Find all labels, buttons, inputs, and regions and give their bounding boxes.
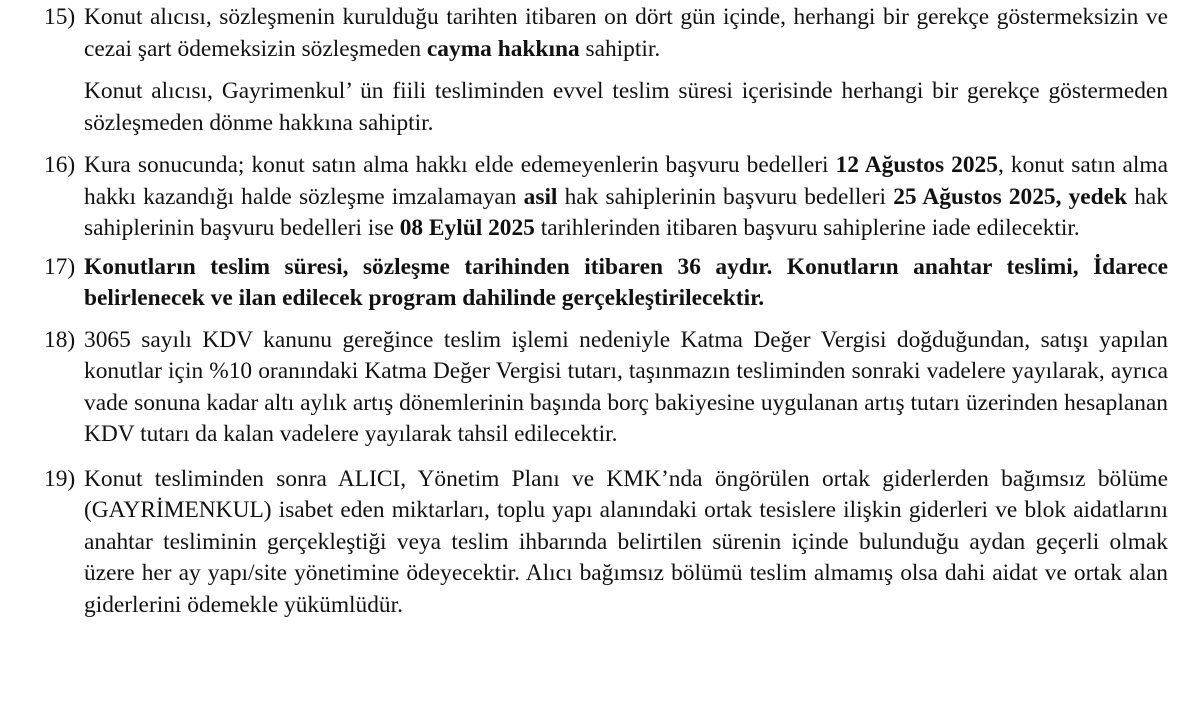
bold-text-run: 25 Ağustos 2025, yedek: [893, 183, 1128, 210]
bold-text-run: 12 Ağustos 2025: [835, 152, 998, 178]
text-run: Konut alıcısı, sözleşmenin kurulduğu tarihten itibaren on dört gün içinde, herhangi bir gerekçe göstermeksizin ve cezai şart ödemeksizin sözleşmeden: [84, 4, 1168, 62]
clause-paragraph: Konut tesliminden sonra ALICI, Yönetim Planı ve KMK’nda öngörülen ortak giderlerden bağımsız bölüme (GAYRİMENKUL) isabet eden miktarları, toplu yapı alanındaki ortak tesislere ilişkin giderleri ve blok aidatlarını anahtar tesliminin gerçekleştiği veya teslim ihbarında belirtilen sürenin içinde bulunduğu aydan geçerli olmak üzere her ay yapı/site yönetimine ödeyecektir. Alıcı bağımsız bölümü teslim almamış olsa dahi aidat ve ortak alan giderlerini ödemekle yükümlüdür.: [84, 465, 1168, 618]
clause-18: [44, 325, 1168, 451]
clause-19: [44, 464, 1168, 622]
clause-paragraph: Konut alıcısı, Gayrimenkul’ ün fiili tesliminden evvel teslim süresi içerisinde herhangi bir gerekçe göstermeden sözleşmeden dönme hakkına sahiptir.: [84, 78, 1168, 136]
clause-paragraph: 3065 sayılı KDV kanunu gereğince teslim işlemi nedeniyle Katma Değer Vergisi doğduğundan, satışı yapılan konutlar için %10 oranındaki Katma Değer Vergisi tutarı, taşınmazın tesliminden sonraki vadelere yayılarak, ayrıca vade sonuna kadar altı aylık artış dönemlerinin başında borç bakiyesine uygulanan artış tutarı üzerinden hesaplanan KDV tutarı da kalan vadelere yayılarak tahsil edilecektir.: [84, 326, 1168, 447]
text-run: hak sahiplerinin başvuru bedelleri: [557, 183, 894, 210]
clause-body: [84, 2, 1168, 139]
clause-number: 15): [44, 4, 76, 30]
clause-number: 17): [44, 253, 76, 280]
text-run: hak sahiplerinin başvuru bedelleri ise: [84, 183, 1168, 241]
text-run: sahiptir.: [579, 35, 661, 62]
clause-paragraph: Konutların teslim süresi, sözleşme tarihinden itibaren 36 aydır. Konutların anahtar teslimi, İdarece belirlenecek ve ilan edilecek program dahilinde gerçekleştirilecektir.: [84, 253, 1168, 311]
text-run: Kura sonucunda; konut satın alma hakkı elde edemeyenlerin başvuru bedelleri: [84, 152, 836, 178]
clause-17: [44, 252, 1168, 315]
clause-number: 19): [44, 465, 76, 492]
clause-15: [44, 2, 1168, 139]
clause-16: [44, 150, 1168, 245]
bold-text-run: asil: [523, 183, 558, 210]
clause-body: [84, 325, 1168, 451]
clause-number: 18): [44, 326, 76, 353]
bold-text-run: cayma hakkına: [426, 35, 580, 62]
clause-number: 16): [44, 152, 76, 178]
clause-body: [84, 464, 1168, 622]
bold-text-run: 08 Eylül 2025: [399, 215, 535, 241]
clause-body: [84, 252, 1168, 315]
clause-paragraph: [84, 2, 1168, 65]
text-run: , konut satın alma hakkı kazandığı halde sözleşme imzalamayan: [84, 152, 1168, 210]
text-run: tarihlerinden itibaren başvuru sahiplerine iade edilecektir.: [534, 215, 1080, 241]
clause-body: [84, 150, 1168, 245]
clause-paragraph: [84, 150, 1168, 245]
